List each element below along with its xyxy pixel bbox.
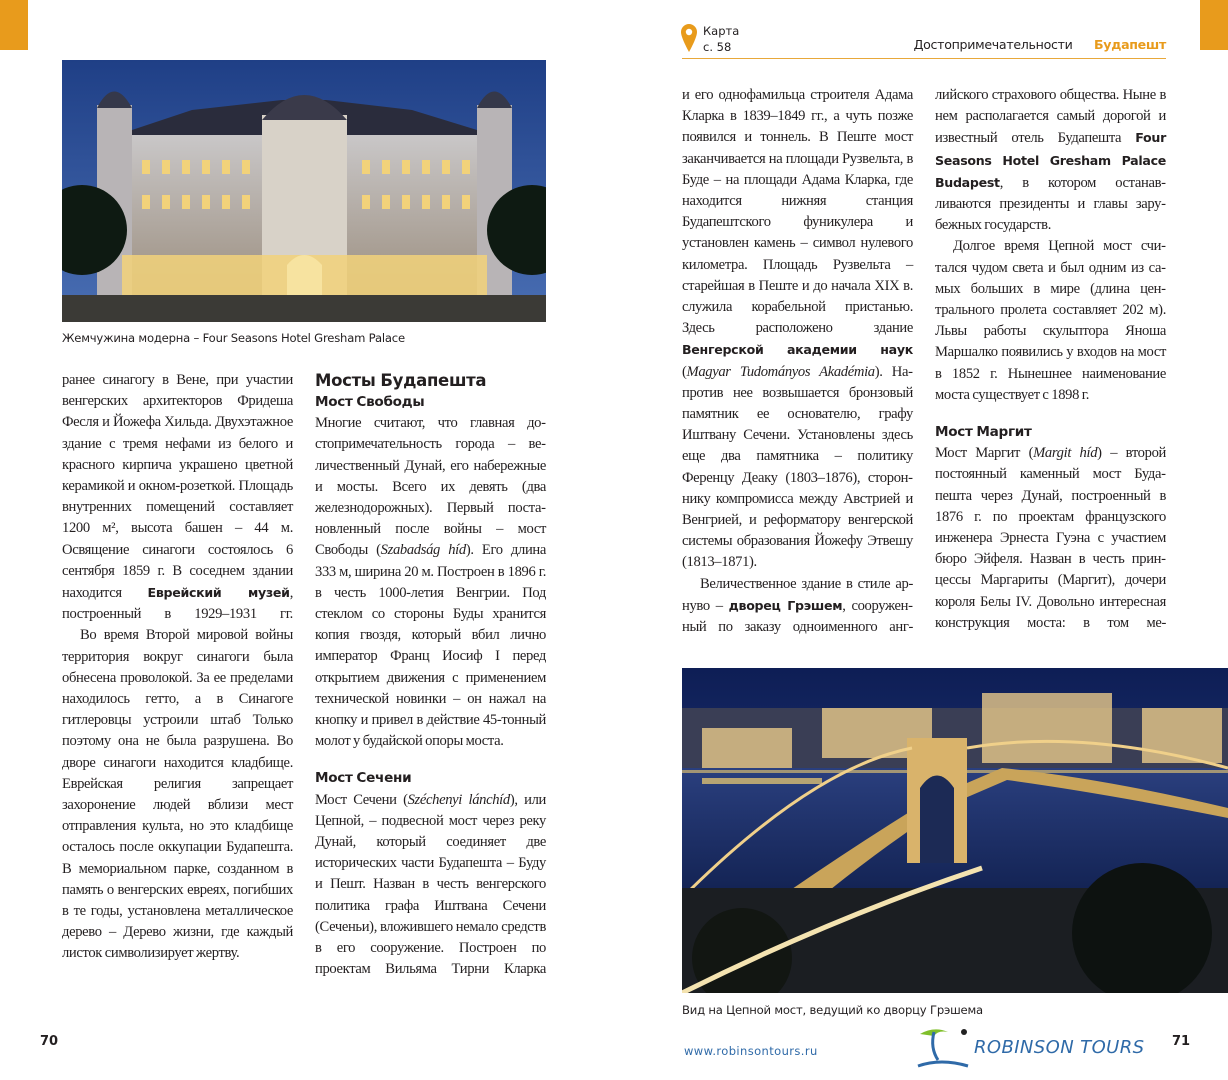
- italic-term: Margit híd: [1033, 445, 1098, 462]
- page-number-left: 70: [40, 1034, 59, 1049]
- bold-term: Four Seasons Hotel Gresham Palace Budapest: [935, 130, 1166, 190]
- running-header: [914, 37, 1166, 52]
- text-run: ). Напротив нее возвышается бронзовый памятник ее основателю, графу Иштвану Сечени. Установлены здесь еще два памятника – политику Ференцу Деаку (1803–1876), стороннику компромисса между Австрией и Венгрией, и реформатору венгерской системы образования Йожефу Этвешу (1813–1871).: [682, 363, 913, 571]
- paragraph: [935, 443, 1166, 634]
- text-run: , в котором останавливаются президенты и главы зарубежных государств.: [935, 174, 1166, 234]
- paragraph: [935, 236, 1166, 406]
- text-run: ), или Цепной, – подвесной мост через реку Дунай, который соединяет две исторических части Будапешта – Буду и Пешт. Назван в честь венгерского политика графа Иштвана Сечени (Сеченьи), вложившего немало средств в его сооружение. Построен по проектам Вильяма Тирни Кларка: [315, 791, 546, 978]
- paragraph: [682, 574, 913, 639]
- text-run: лийского страхового общества. Ныне в нем располагается самый дорогой и известный отель Будапешта: [935, 87, 1166, 147]
- paragraph: [62, 625, 293, 964]
- text-run: , сооруженный по заказу одноименного анг-: [682, 597, 913, 636]
- header-divider: [682, 58, 1166, 59]
- bridge-photo-caption: Вид на Цепной мост, ведущий ко дворцу Грэшема: [682, 1003, 983, 1017]
- text-run: (: [682, 363, 687, 380]
- paragraph: [935, 85, 1166, 236]
- right-column-1: [682, 85, 913, 638]
- paragraph: [62, 370, 293, 625]
- italic-term: Széchenyi lánchíd: [407, 791, 510, 808]
- text-run: ) – второй постоянный каменный мост Будапешта через Дунай, построенный в 1876 г. по проектам французского инженера Эрнеста Гуэна с участием бюро Эйфеля. Назван в честь принцессы Маргариты (Маргит), дочери короля Белы IV. Довольно интересная конструкция моста: в том ме-: [935, 445, 1166, 631]
- chain-bridge-photo: [682, 668, 1228, 993]
- map-page: с. 58: [703, 40, 732, 54]
- text-run: ). Его длина 333 м, ширина 20 м. Построен в 1896 г. в честь 1000-летия Венгрии. Под стеклом со стороны Буды хранится копия гвоздя, который вбил лично император Франц Иосиф I перед открытием движения с применением технической новинки – он нажал на кнопку и привел в действие 45-тонный молот у будайской опоры моста.: [315, 542, 546, 750]
- map-label: Карта: [703, 24, 740, 38]
- right-column-2: [935, 85, 1166, 634]
- bold-term: Венгерской академии наук: [682, 342, 913, 358]
- text-run: Долгое время Цепной мост считался чудом света и был одним из самых больших в мире (длина центрального пролета составляет 202 м). Львы работы скульптора Яноша Маршалко появились у входов на мост в 1852 г. Нынешнее наименование моста существует с 1898 г.: [935, 238, 1166, 403]
- italic-term: Szabadság híd: [380, 542, 466, 559]
- paragraph: [315, 790, 546, 981]
- text-run: ранее синагогу в Вене, при участии венгерских архитекторов Фридеша Феcля и Йожефа Хильда. Двухэтажное здание с тремя нефами из белого и красного кирпича украшено цветной керамикой и окном-розеткой. Площадь внутренних помещений составляет 1200 м², высота башен – 44 м. Освящение синагоги состоялось 6 сентября 1859 г. В соседнем здании находится: [62, 372, 293, 602]
- text-run: Мост Маргит (: [935, 445, 1034, 462]
- text-run: Мост Сечени (: [315, 791, 408, 808]
- text-run: , построенный в 1929–1931 гг.: [62, 585, 293, 623]
- robinson-tours-logo: [916, 1024, 1145, 1075]
- website-link[interactable]: www.robinsontours.ru: [684, 1044, 818, 1058]
- paragraph: [315, 413, 546, 752]
- text-run: Многие считают, что главная достопримечательность города – величественный Дунай, его набережные и мосты. Всего их девять (два железнодорожных). Первый постановленный после войны – мост Свободы (: [315, 415, 546, 559]
- city-title: Будапешт: [1094, 37, 1166, 52]
- text-run: и его однофамильца строителя Адама Кларка в 1839–1849 гг., а чуть позже появился и тоннель. В Пеште мост заканчивается на площади Рузвельта, в Буде – на площади Адама Кларка, где находится нижняя станция Будапештского фуникулера и установлен камень – символ нулевого километра. Площадь Рузвельта – старейшая в Пеште и до начала XIX в. служила корабельной пристанью. Здесь расположено здание: [682, 87, 913, 337]
- bold-term: Еврейский музей: [147, 585, 290, 601]
- logo-text: ROBINSON TOURS: [974, 1037, 1145, 1058]
- left-column-2: [315, 370, 546, 980]
- bold-term: дворец Грэшем: [728, 597, 843, 613]
- subsection-heading: Мост Сечени: [315, 770, 412, 787]
- map-pin-icon: [681, 24, 697, 57]
- page-number-right: 71: [1172, 1034, 1191, 1049]
- section-title: Достопримечательности: [913, 37, 1073, 52]
- left-column-1: [62, 370, 293, 965]
- paragraph: [682, 85, 913, 574]
- map-reference[interactable]: [703, 23, 739, 55]
- text-run: Во время Второй мировой войны территория вокруг синагоги была обнесена проволокой. За ее пределами находилось гетто, а в Синагоге гитлеровцы устроили штаб Только поэтому она не была разрушена. Во дворе синагоги находится кладбище. Еврейская религия запрещает захоронение людей вблизи мест отправления культа, но это кладбище осталось после оккупации Будапешта. В мемориальном парке, созданном в память о венгерских евреях, погибших в те годы, установлена металлическое дерево – Дерево жизни, где каждый листок символизирует жертву.: [62, 627, 293, 962]
- hotel-photo-caption: Жемчужина модерна – Four Seasons Hotel Gresham Palace: [62, 331, 405, 345]
- subsection-heading: Мост Свободы: [315, 394, 425, 410]
- section-heading: Мосты Будапешта: [315, 371, 487, 390]
- italic-term: Magyar Tudományos Akadémia: [686, 363, 875, 380]
- palm-tree-icon: [916, 1024, 976, 1070]
- subsection-heading: Мост Маргит: [935, 424, 1032, 441]
- hotel-photo: [62, 60, 546, 322]
- text-run: Величественное здание в стиле ар-нуво –: [682, 575, 913, 614]
